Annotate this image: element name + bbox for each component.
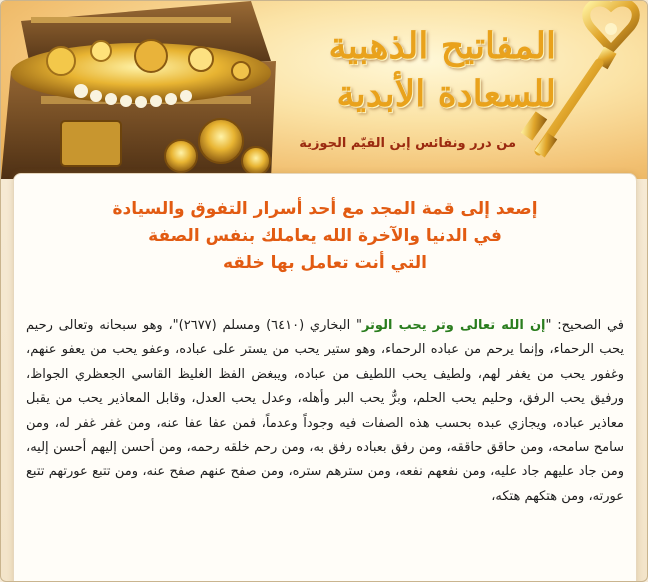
article-headline <box>14 196 636 277</box>
treasure-chest-icon <box>1 1 291 179</box>
paragraph-text: " البخاري (٦٤١٠) ومسلم (٢٦٧٧)"، وهو سبحانه وتعالى رحيم يحب الرحماء، وإنما يرحم من عباده الرحماء، وهو ستير يحب من يستر على عباده، وعفو يحب من يعفو عنهم، وغفور يحب من يغفر لهم، ولطيف يحب اللطيف من عباده، ويبغض الفظ الغليظ القاسي الجعظري الجواظ، ورفيق يحب الرفق، وحليم يحب الحلم، وبرٌّ يحب البر وأهله، وعدل يحب العدل، وقابل المعاذير يحب من يقبل معاذير عباده، ويجازي عبده بحسب هذه الصفات فيه وجوداً وعدماً، فمن عفا عفا عنه، ومن غفر غفر له، ومن سامح سامحه، ومن حاقق حاققه، ومن رفق بعباده رفق به، ومن رحم خلقه رحمه، ومن أحسن إليهم أحسن إليه، ومن جاد عليهم جاد عليه، ومن نفعهم نفعه، ومن سترهم ستره، ومن صفح عنهم صفح عنه، ومن تتبع عورتهم تتبع عورته، ومن هتكهم هتكه، <box>26 318 624 504</box>
article-body <box>26 314 624 509</box>
article-paragraph <box>26 314 624 509</box>
paragraph-intro: في الصحيح: " <box>545 318 624 333</box>
headline-line2: في الدنيا والآخرة الله يعاملك بنفس الصفة <box>148 226 502 246</box>
site-title-line2: للسعادة الأبدية <box>336 73 556 115</box>
headline-line3: التي أنت تعامل بها خلقه <box>222 253 428 273</box>
hadith-quote: إن الله تعالى وتر يحب الوتر <box>361 318 546 333</box>
content-card <box>13 173 637 582</box>
headline-line1: إصعد إلى قمة المجد مع أحد أسرار التفوق والسيادة <box>112 199 538 219</box>
site-title <box>306 21 556 133</box>
header-banner <box>1 1 648 179</box>
site-title-line1: المفاتيح الذهبية <box>328 25 556 67</box>
site-subtitle: من درر ونفائس إبن القيّم الجوزية <box>299 136 516 151</box>
